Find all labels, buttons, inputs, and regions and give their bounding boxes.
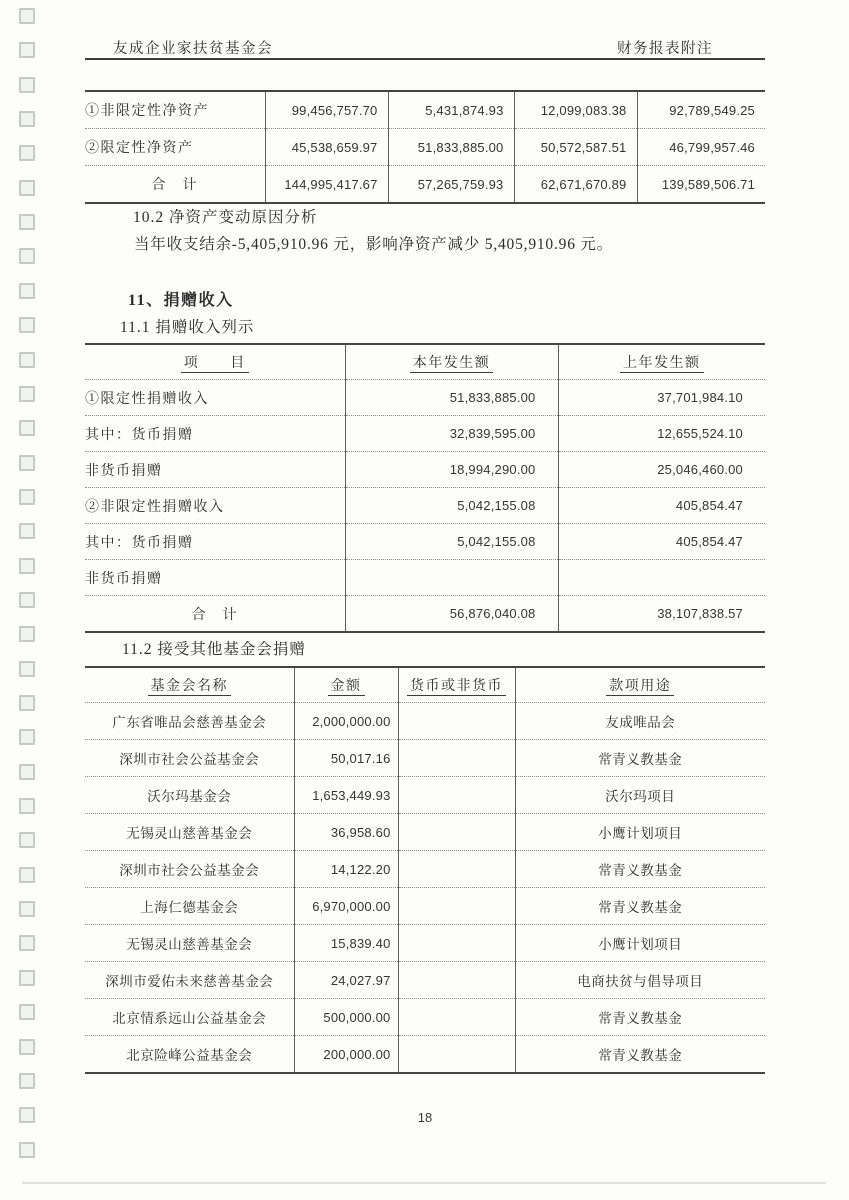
binding-hole xyxy=(19,1107,35,1123)
table-row xyxy=(85,962,765,999)
foundation-name: 深圳市社会公益基金会 xyxy=(85,851,294,888)
binding-hole xyxy=(19,661,35,677)
donation-purpose: 友成唯品会 xyxy=(515,703,765,740)
amount-cell: 45,538,659.97 xyxy=(265,129,388,166)
table-row xyxy=(85,999,765,1036)
amount-cell: 12,099,083.38 xyxy=(514,91,637,129)
amount-cell: 51,833,885.00 xyxy=(388,129,514,166)
binding-hole xyxy=(19,145,35,161)
table-row xyxy=(85,851,765,888)
section-10-2-body: 当年收支结余-5,405,910.96 元，影响净资产减少 5,405,910.96 元。 xyxy=(134,236,614,253)
binding-hole xyxy=(19,111,35,127)
column-header-type: 货币或非货币 xyxy=(398,667,515,703)
binding-hole xyxy=(19,935,35,951)
binding-hole xyxy=(19,248,35,264)
donation-amount: 2,000,000.00 xyxy=(294,703,398,740)
donation-amount: 200,000.00 xyxy=(294,1036,398,1074)
donation-type xyxy=(398,777,515,814)
table-row xyxy=(85,166,765,204)
donation-type xyxy=(398,1036,515,1074)
donation-amount: 36,958.60 xyxy=(294,814,398,851)
prior-year-amount: 12,655,524.10 xyxy=(558,416,765,452)
binding-holes xyxy=(19,8,35,1192)
donation-type xyxy=(398,999,515,1036)
section-10-2-title: 10.2 净资产变动原因分析 xyxy=(133,209,318,226)
amount-cell: 144,995,417.67 xyxy=(265,166,388,204)
amount-cell: 57,265,759.93 xyxy=(388,166,514,204)
donation-purpose: 小鹰计划项目 xyxy=(515,814,765,851)
donation-amount: 15,839.40 xyxy=(294,925,398,962)
binding-hole xyxy=(19,317,35,333)
table-row xyxy=(85,888,765,925)
amount-cell: 5,431,874.93 xyxy=(388,91,514,129)
current-year-amount: 18,994,290.00 xyxy=(345,452,558,488)
row-label: 其中：货币捐赠 xyxy=(85,416,345,452)
column-header-current: 本年发生额 xyxy=(345,344,558,380)
donation-purpose: 常青义教基金 xyxy=(515,851,765,888)
scan-page-edge xyxy=(22,1182,826,1184)
table-row xyxy=(85,524,765,560)
current-year-amount: 32,839,595.00 xyxy=(345,416,558,452)
foundation-name: 北京险峰公益基金会 xyxy=(85,1036,294,1074)
table-row xyxy=(85,452,765,488)
row-label: ②非限定性捐赠收入 xyxy=(85,488,345,524)
binding-hole xyxy=(19,77,35,93)
donation-amount: 500,000.00 xyxy=(294,999,398,1036)
binding-hole xyxy=(19,489,35,505)
section-11-title: 11、捐赠收入 xyxy=(128,292,234,309)
table-row xyxy=(85,380,765,416)
binding-hole xyxy=(19,592,35,608)
table-row xyxy=(85,703,765,740)
table-row xyxy=(85,129,765,166)
donation-income-table xyxy=(85,343,765,633)
donation-type xyxy=(398,740,515,777)
binding-hole xyxy=(19,695,35,711)
section-11-2-title: 11.2 接受其他基金会捐赠 xyxy=(122,641,306,658)
table-row xyxy=(85,777,765,814)
binding-hole xyxy=(19,283,35,299)
donation-type xyxy=(398,814,515,851)
amount-cell: 92,789,549.25 xyxy=(637,91,765,129)
foundation-name: 北京情系远山公益基金会 xyxy=(85,999,294,1036)
foundation-name: 上海仁德基金会 xyxy=(85,888,294,925)
binding-hole xyxy=(19,352,35,368)
table-header-row xyxy=(85,667,765,703)
foundation-name: 无锡灵山慈善基金会 xyxy=(85,925,294,962)
prior-year-amount: 25,046,460.00 xyxy=(558,452,765,488)
row-label: 非货币捐赠 xyxy=(85,560,345,596)
binding-hole xyxy=(19,523,35,539)
prior-year-amount: 37,701,984.10 xyxy=(558,380,765,416)
donation-type xyxy=(398,962,515,999)
row-label: 非货币捐赠 xyxy=(85,452,345,488)
donation-type xyxy=(398,888,515,925)
binding-hole xyxy=(19,626,35,642)
table-row xyxy=(85,596,765,633)
donation-amount: 6,970,000.00 xyxy=(294,888,398,925)
binding-hole xyxy=(19,867,35,883)
foundation-name: 沃尔玛基金会 xyxy=(85,777,294,814)
binding-hole xyxy=(19,558,35,574)
amount-cell: 50,572,587.51 xyxy=(514,129,637,166)
current-year-amount: 51,833,885.00 xyxy=(345,380,558,416)
binding-hole xyxy=(19,1004,35,1020)
column-header-foundation: 基金会名称 xyxy=(85,667,294,703)
foundation-name: 深圳市爱佑未来慈善基金会 xyxy=(85,962,294,999)
net-assets-table xyxy=(85,90,765,204)
current-year-amount: 56,876,040.08 xyxy=(345,596,558,633)
header-organization-title: 友成企业家扶贫基金会 xyxy=(113,41,273,57)
table-row xyxy=(85,91,765,129)
donation-amount: 1,653,449.93 xyxy=(294,777,398,814)
binding-hole xyxy=(19,729,35,745)
table-row xyxy=(85,560,765,596)
binding-hole xyxy=(19,386,35,402)
binding-hole xyxy=(19,180,35,196)
amount-cell: 46,799,957.46 xyxy=(637,129,765,166)
table-row xyxy=(85,925,765,962)
donation-purpose: 常青义教基金 xyxy=(515,1036,765,1074)
row-label: 其中：货币捐赠 xyxy=(85,524,345,560)
foundation-name: 深圳市社会公益基金会 xyxy=(85,740,294,777)
column-header-amount: 金额 xyxy=(294,667,398,703)
binding-hole xyxy=(19,798,35,814)
donation-purpose: 常青义教基金 xyxy=(515,999,765,1036)
binding-hole xyxy=(19,420,35,436)
donation-type xyxy=(398,851,515,888)
row-label: ①非限定性净资产 xyxy=(85,104,209,119)
binding-hole xyxy=(19,214,35,230)
amount-cell: 62,671,670.89 xyxy=(514,166,637,204)
donation-type xyxy=(398,703,515,740)
table-row xyxy=(85,488,765,524)
amount-cell: 139,589,506.71 xyxy=(637,166,765,204)
column-header-item: 项 目 xyxy=(85,344,345,380)
row-label: 合 计 xyxy=(85,166,265,204)
foundation-donations-table xyxy=(85,666,765,1074)
table-row xyxy=(85,740,765,777)
donation-amount: 24,027.97 xyxy=(294,962,398,999)
table-row xyxy=(85,416,765,452)
row-label: ②限定性净资产 xyxy=(85,129,265,166)
binding-hole xyxy=(19,1142,35,1158)
donation-type xyxy=(398,925,515,962)
row-label: ①限定性捐赠收入 xyxy=(85,391,209,407)
current-year-amount: 5,042,155.08 xyxy=(345,524,558,560)
page-number: 18 xyxy=(417,1110,433,1125)
column-header-prior: 上年发生额 xyxy=(558,344,765,380)
amount-cell: 99,456,757.70 xyxy=(265,91,388,129)
donation-purpose: 电商扶贫与倡导项目 xyxy=(515,962,765,999)
donation-purpose: 小鹰计划项目 xyxy=(515,925,765,962)
binding-hole xyxy=(19,42,35,58)
donation-purpose: 沃尔玛项目 xyxy=(515,777,765,814)
donation-purpose: 常青义教基金 xyxy=(515,740,765,777)
donation-purpose: 常青义教基金 xyxy=(515,888,765,925)
binding-hole xyxy=(19,832,35,848)
prior-year-amount: 38,107,838.57 xyxy=(558,596,765,633)
binding-hole xyxy=(19,1039,35,1055)
header-document-title: 财务报表附注 xyxy=(617,41,713,57)
column-header-purpose: 款项用途 xyxy=(515,667,765,703)
prior-year-amount: 405,854.47 xyxy=(558,488,765,524)
binding-hole xyxy=(19,970,35,986)
donation-amount: 50,017.16 xyxy=(294,740,398,777)
table-row xyxy=(85,1036,765,1074)
table-header-row xyxy=(85,344,765,380)
current-year-amount xyxy=(345,560,558,596)
donation-amount: 14,122.20 xyxy=(294,851,398,888)
prior-year-amount xyxy=(558,560,765,596)
row-label: 合 计 xyxy=(85,596,345,633)
binding-hole xyxy=(19,8,35,24)
header-rule xyxy=(85,58,765,60)
binding-hole xyxy=(19,1073,35,1089)
binding-hole xyxy=(19,764,35,780)
table-row xyxy=(85,814,765,851)
foundation-name: 广东省唯品会慈善基金会 xyxy=(112,715,267,730)
section-11-1-title: 11.1 捐赠收入列示 xyxy=(120,319,255,336)
binding-hole xyxy=(19,901,35,917)
current-year-amount: 5,042,155.08 xyxy=(345,488,558,524)
binding-hole xyxy=(19,455,35,471)
foundation-name: 无锡灵山慈善基金会 xyxy=(85,814,294,851)
prior-year-amount: 405,854.47 xyxy=(558,524,765,560)
